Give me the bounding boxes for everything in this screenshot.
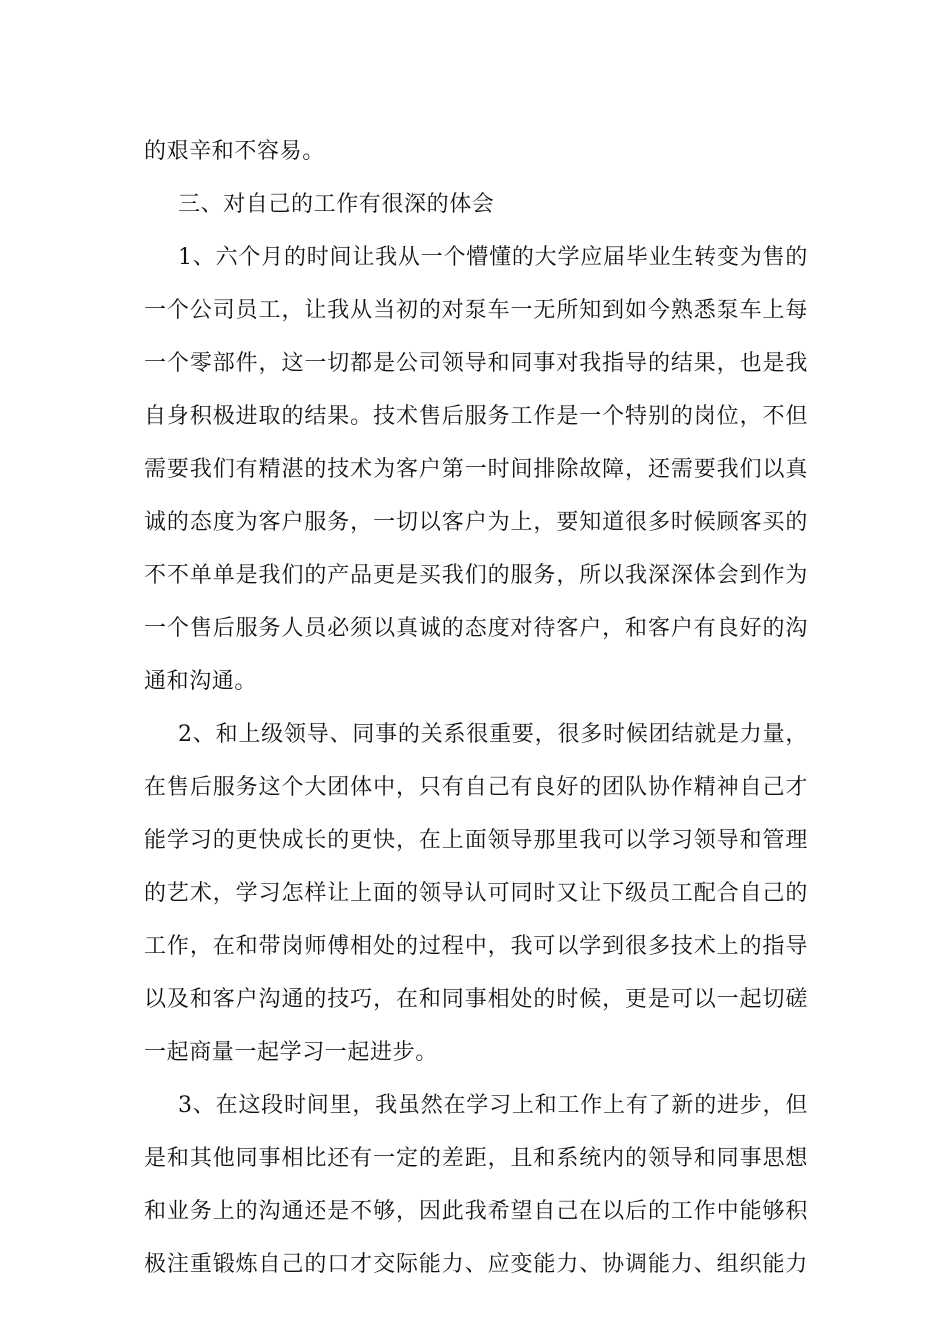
paragraph-line: 一个售后服务人员必须以真诚的态度对待客户，和客户有良好的沟 xyxy=(144,616,808,641)
paragraph-line: 以及和客户沟通的技巧，在和同事相处的时候，更是可以一起切磋 xyxy=(144,987,808,1012)
paragraph-line: 1、六个月的时间让我从一个懵懂的大学应届毕业生转变为售的 xyxy=(178,245,808,270)
paragraph-line: 一个公司员工，让我从当初的对泵车一无所知到如今熟悉泵车上每 xyxy=(144,298,808,323)
paragraph-line: 和业务上的沟通还是不够，因此我希望自己在以后的工作中能够积 xyxy=(144,1199,808,1224)
paragraph-line: 一起商量一起学习一起进步。 xyxy=(144,1040,438,1065)
paragraph-line: 是和其他同事相比还有一定的差距，且和系统内的领导和同事思想 xyxy=(144,1146,808,1171)
paragraph-line: 的艺术，学习怎样让上面的领导认可同时又让下级员工配合自己的 xyxy=(144,881,808,906)
paragraph-line: 3、在这段时间里，我虽然在学习上和工作上有了新的进步，但 xyxy=(178,1093,808,1118)
paragraph-line: 2、和上级领导、同事的关系很重要，很多时候团结就是力量， xyxy=(178,722,808,747)
paragraph-line: 诚的态度为客户服务，一切以客户为上，要知道很多时候顾客买的 xyxy=(144,510,808,535)
paragraph-line: 需要我们有精湛的技术为客户第一时间排除故障，还需要我们以真 xyxy=(144,457,808,482)
paragraph-line: 不不单单是我们的产品更是买我们的服务，所以我深深体会到作为 xyxy=(144,563,808,588)
section-heading: 三、对自己的工作有很深的体会 xyxy=(178,192,495,217)
paragraph-line: 自身积极进取的结果。技术售后服务工作是一个特别的岗位，不但 xyxy=(144,404,808,429)
paragraph-line: 在售后服务这个大团体中，只有自己有良好的团队协作精神自己才 xyxy=(144,775,808,800)
paragraph-line: 极注重锻炼自己的口才交际能力、应变能力、协调能力、组织能力 xyxy=(144,1252,808,1277)
paragraph-line: 工作，在和带岗师傅相处的过程中，我可以学到很多技术上的指导 xyxy=(144,934,808,959)
paragraph-line: 的艰辛和不容易。 xyxy=(144,139,325,164)
paragraph-line: 能学习的更快成长的更快，在上面领导那里我可以学习领导和管理 xyxy=(144,828,808,853)
paragraph-line: 通和沟通。 xyxy=(144,669,258,694)
paragraph-line: 一个零部件，这一切都是公司领导和同事对我指导的结果，也是我 xyxy=(144,351,808,376)
